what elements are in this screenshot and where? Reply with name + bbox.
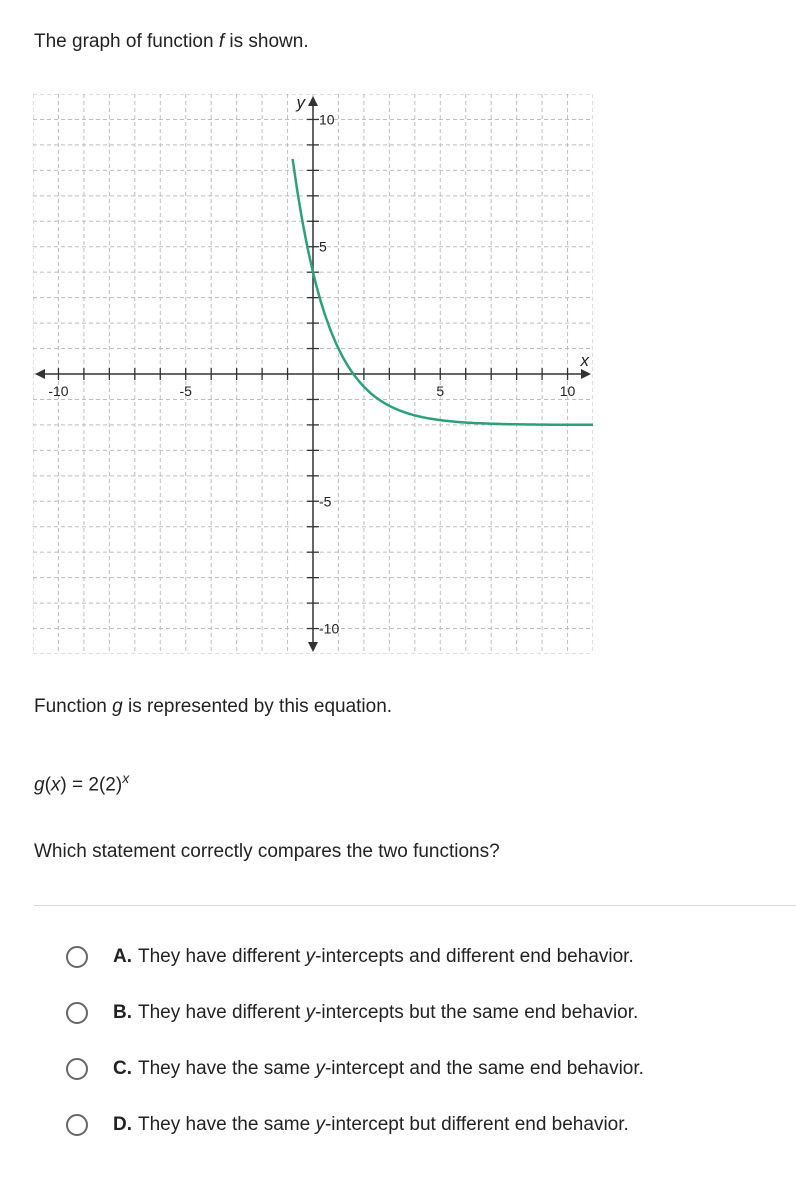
choice-text-part: They have the same — [138, 1114, 316, 1135]
equation-x: x — [50, 774, 61, 796]
y-tick-label: 10 — [319, 111, 335, 128]
choice-text-part: They have the same — [138, 1058, 316, 1079]
choice-text-part: -intercepts but the same end behavior. — [315, 1002, 639, 1023]
divider — [34, 905, 796, 906]
function-g-text-part: Function — [34, 696, 113, 717]
equation-exponent: x — [122, 770, 130, 786]
choice-text-var: y — [305, 946, 316, 967]
x-tick-label: 5 — [436, 383, 445, 399]
choice-a[interactable] — [66, 938, 766, 994]
y-axis-label: y — [296, 94, 305, 112]
choice-c[interactable] — [66, 1050, 766, 1106]
answer-choices — [66, 938, 766, 1162]
y-tick-label: 5 — [319, 238, 327, 255]
x-tick-label: 10 — [559, 383, 576, 399]
choice-text-part: They have different — [138, 946, 306, 967]
choice-letter: C. — [113, 1058, 132, 1079]
choice-text-var: y — [315, 1058, 325, 1079]
choice-text-part: -intercepts and different end behavior. — [315, 946, 634, 967]
function-f-graph — [33, 94, 593, 654]
x-axis-left-arrow-icon — [35, 369, 45, 379]
x-axis-label: x — [580, 351, 589, 370]
choice-text-part: -intercept and the same end behavior. — [324, 1058, 644, 1079]
x-tick-label: -5 — [179, 383, 192, 399]
radio-circle-icon[interactable] — [66, 1058, 88, 1080]
y-axis-up-arrow-icon — [308, 96, 318, 106]
choice-text-var: y — [305, 1002, 316, 1023]
y-tick-label: -5 — [319, 493, 332, 510]
choice-b[interactable] — [66, 994, 766, 1050]
intro-text-part: is shown. — [229, 31, 309, 52]
graph-labels — [48, 94, 589, 637]
x-axis-right-arrow-icon — [581, 369, 591, 379]
intro-text — [34, 30, 309, 54]
choice-text-part: -intercept but different end behavior. — [324, 1114, 629, 1135]
y-tick-label: -10 — [319, 620, 340, 637]
choice-letter: A. — [113, 946, 132, 967]
function-g-equation: $g(x) = 2(2)^x$ — [34, 770, 130, 796]
radio-circle-icon[interactable] — [66, 1114, 88, 1136]
radio-circle-icon[interactable] — [66, 946, 88, 968]
question-prompt: Which statement correctly compares the two functions? — [34, 841, 500, 862]
function-g-text-part: is represented by this equation. — [128, 696, 393, 717]
choice-text-part: They have different — [138, 1002, 306, 1023]
graph-axes — [35, 96, 591, 652]
choice-letter: D. — [113, 1114, 132, 1135]
function-f-name: f — [218, 31, 225, 52]
choice-d[interactable] — [66, 1106, 766, 1162]
choice-letter: B. — [113, 1002, 132, 1023]
equation-body: ) = 2(2) — [60, 774, 123, 796]
choice-b-text — [113, 1001, 638, 1025]
choice-c-text — [113, 1057, 644, 1081]
choice-a-text — [113, 945, 634, 969]
radio-circle-icon[interactable] — [66, 1002, 88, 1024]
function-g-name: g — [112, 696, 123, 717]
choice-d-text — [113, 1113, 629, 1137]
y-axis-down-arrow-icon — [308, 642, 318, 652]
equation-g: g — [34, 774, 45, 796]
function-g-text — [34, 695, 392, 719]
intro-text-part: The graph of function — [34, 31, 219, 52]
choice-text-var: y — [315, 1114, 325, 1135]
x-tick-label: -10 — [48, 383, 69, 399]
